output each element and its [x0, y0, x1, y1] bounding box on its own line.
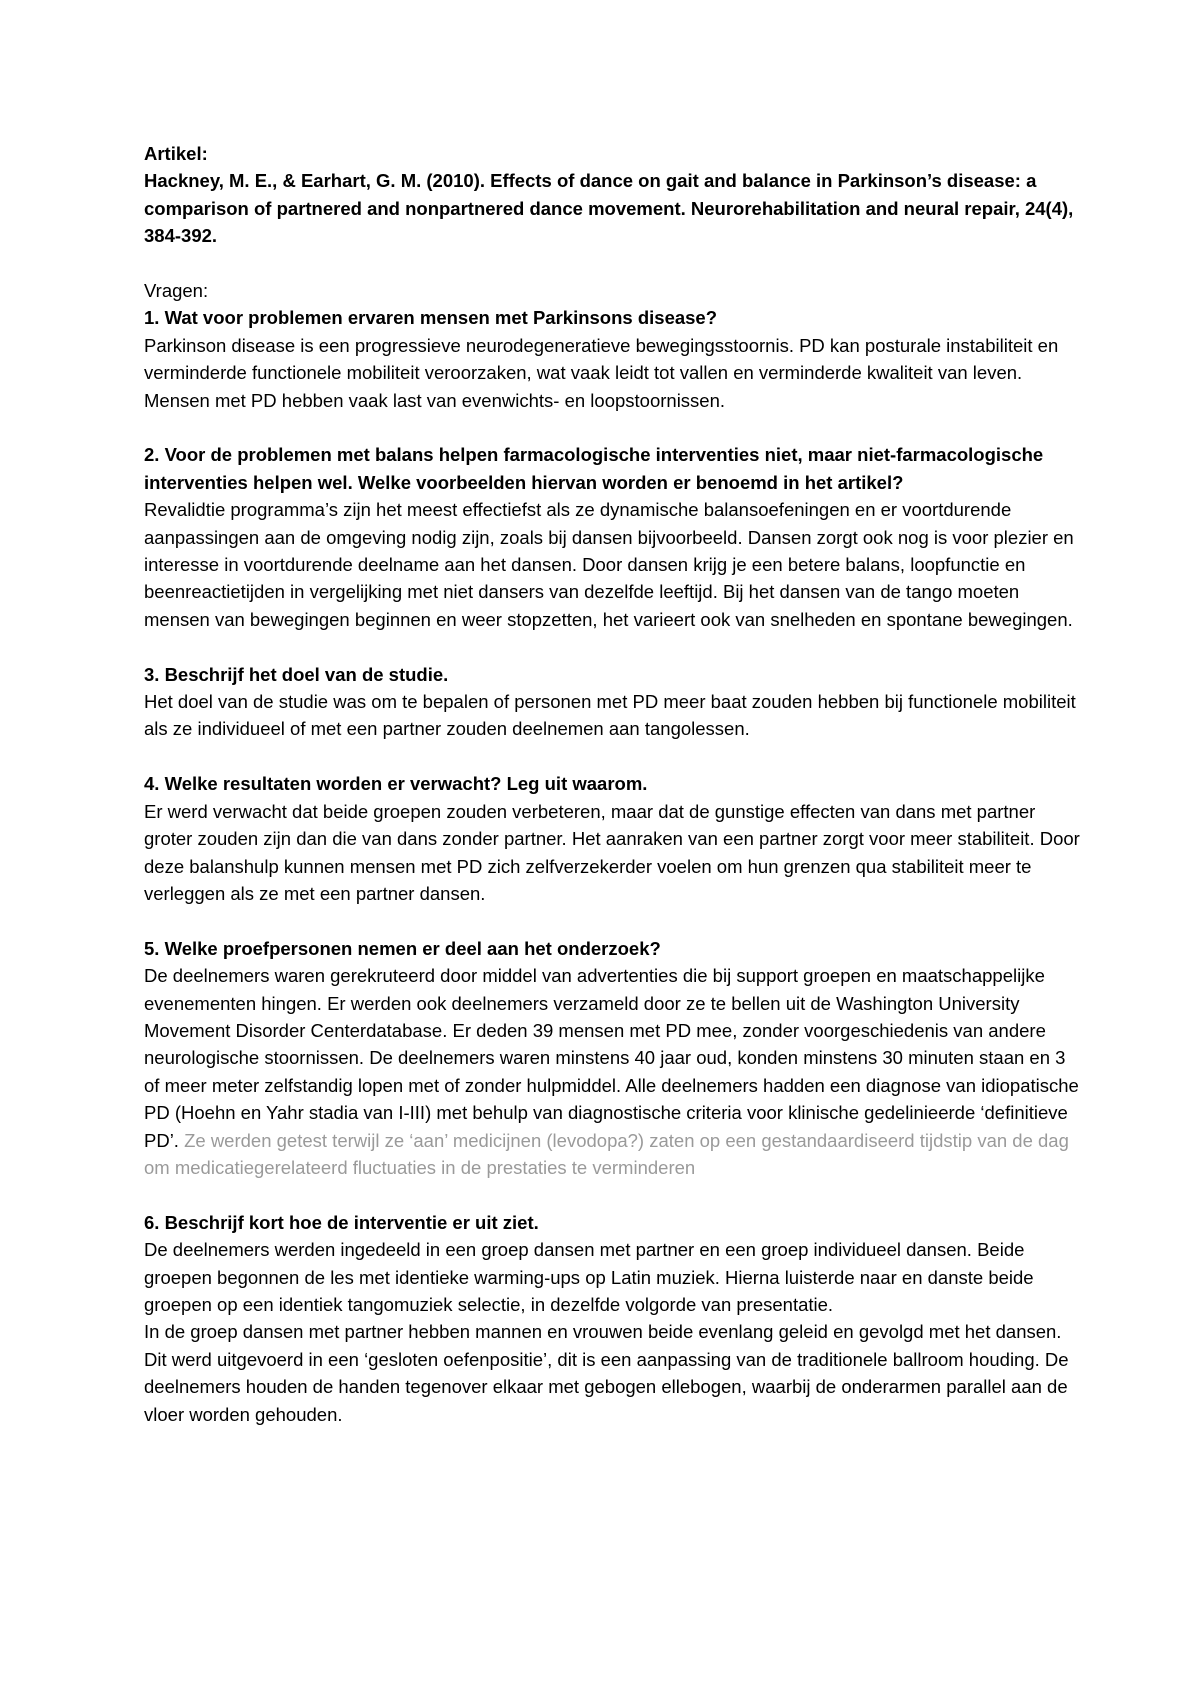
answer-6-paragraph-2: In de groep dansen met partner hebben mannen en vrouwen beide evenlang geleid en gevolgd met het dansen. Dit werd uitgevoerd in een ‘gesloten oefenpositie’, dit is een aanpassing van de traditionele ballroom houding. De deelnemers houden de handen tegenover elkaar met gebogen ellebogen, waarbij de onderarmen parallel aan de vloer worden gehouden.	[144, 1321, 1069, 1425]
answer-1: Parkinson disease is een progressieve neurodegeneratieve bewegingsstoornis. PD kan posturale instabiliteit en verminderde functionele mobiliteit veroorzaken, wat vaak leidt tot vallen en verminderde kwaliteit van leven. Mensen met PD hebben vaak last van evenwichts- en loopstoornissen.	[144, 334, 1059, 411]
answer-3: Het doel van de studie was om te bepalen of personen met PD meer baat zouden hebben bij functionele mobiliteit als ze individueel of met een partner zouden deelnemen aan tangolessen.	[144, 691, 1076, 740]
question-3: 3. Beschrijf het doel van de studie.	[144, 663, 449, 685]
question-5: 5. Welke proefpersonen nemen er deel aan het onderzoek?	[144, 937, 661, 959]
question-1: 1. Wat voor problemen ervaren mensen met Parkinsons disease?	[144, 307, 718, 329]
document-page	[144, 140, 1084, 1428]
question-6: 6. Beschrijf kort hoe de interventie er uit ziet.	[144, 1211, 539, 1233]
answer-2: Revalidtie programma’s zijn het meest effectiefst als ze dynamische balansoefeningen en er voortdurende aanpassingen aan de omgeving nodig zijn, zoals bij dansen bijvoorbeeld. Dansen zorgt ook nog is voor plezier en interesse in voortdurende deelname aan het dansen. Door dansen krijg je een betere balans, loopfunctie en beenreactietijden in vergelijking met niet dansers van dezelfde leeftijd. Bij het dansen van de tango moeten mensen van bewegingen beginnen en weer stopzetten, het varieert ook van snelheden en spontane bewegingen.	[144, 499, 1074, 630]
spacer	[144, 743, 1084, 770]
spacer	[144, 250, 1084, 277]
spacer	[144, 907, 1084, 934]
answer-5	[144, 962, 1084, 1181]
answer-5-main: De deelnemers waren gerekruteerd door middel van advertenties die bij support groepen en maatschappelijke evenementen hingen. Er werden ook deelnemers verzameld door ze te bellen uit de Washington University Movement Disorder Centerdatabase. Er deden 39 mensen met PD mee, zonder voorgeschiedenis van andere neurologische stoornissen. De deelnemers waren minstens 40 jaar oud, konden minstens 30 minuten staan en 3 of meer meter zelfstandig lopen met of zonder hulpmiddel. Alle deelnemers hadden een diagnose van idiopatische PD (Hoehn en Yahr stadia van I-III) met behulp van diagnostische criteria voor klinische gedelinieerde ‘definitieve PD’.	[144, 965, 1079, 1151]
answer-6-paragraph-1: De deelnemers werden ingedeeld in een groep dansen met partner en een groep individueel dansen. Beide groepen begonnen de les met identieke warming-ups op Latin muziek. Hierna luisterde naar en danste beide groepen op een identiek tangomuziek selectie, in dezelfde volgorde van presentatie.	[144, 1239, 1034, 1315]
questions-label: Vragen:	[144, 280, 209, 302]
answer-4: Er werd verwacht dat beide groepen zouden verbeteren, maar dat de gunstige effecten van dans met partner groter zouden zijn dan die van dans zonder partner. Het aanraken van een partner zorgt voor meer stabiliteit. Door deze balanshulp kunnen mensen met PD zich zelfverzekerder voelen om hun grenzen qua stabiliteit meer te verleggen als ze met een partner dansen.	[144, 800, 1080, 904]
question-2: 2. Voor de problemen met balans helpen farmacologische interventies niet, maar niet-farmacologische interventies helpen wel. Welke voorbeelden hiervan worden er benoemd in het artikel?	[144, 444, 1044, 493]
spacer	[144, 414, 1084, 441]
article-label: Artikel:	[144, 143, 208, 164]
article-citation: Hackney, M. E., & Earhart, G. M. (2010). Effects of dance on gait and balance in Parkinson’s disease: a comparison of partnered and nonpartnered dance movement. Neurorehabilitation and neural repair, 24(4), 384-392.	[144, 170, 1074, 247]
question-4: 4. Welke resultaten worden er verwacht? Leg uit waarom.	[144, 773, 648, 795]
spacer	[144, 1181, 1084, 1208]
spacer	[144, 633, 1084, 660]
answer-5-muted: Ze werden getest terwijl ze ‘aan’ medicijnen (levodopa?) zaten op een gestandaardiseerd tijdstip van de dag om medicatiegerelateerd fluctuaties in de prestaties te verminderen	[144, 1129, 1069, 1178]
